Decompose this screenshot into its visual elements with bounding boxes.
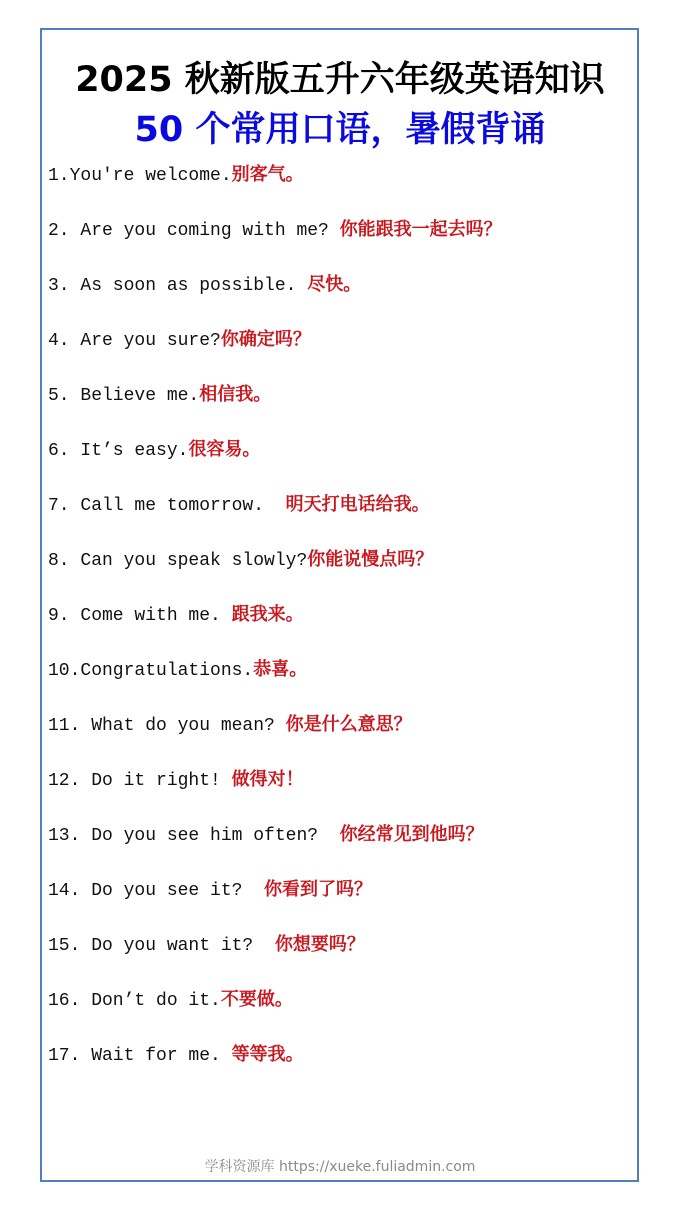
page-title: 2025 秋新版五升六年级英语知识 (75, 60, 605, 100)
phrase-list (48, 164, 636, 1099)
english-phrase: 6. It’s easy. (48, 441, 189, 461)
chinese-translation: 你是什么意思？ (285, 714, 412, 735)
list-item (48, 164, 636, 219)
list-item (48, 659, 636, 714)
list-item (48, 384, 636, 439)
english-phrase: 7. Call me tomorrow. (48, 496, 286, 516)
english-phrase: 3. As soon as possible. (48, 276, 308, 296)
english-phrase: 1.You're welcome. (48, 166, 232, 186)
list-item (48, 549, 636, 604)
list-item (48, 934, 636, 989)
list-item (48, 494, 636, 549)
list-item (48, 274, 636, 329)
chinese-translation: 恭喜。 (253, 659, 308, 680)
english-phrase: 17. Wait for me. (48, 1046, 232, 1066)
chinese-translation: 你能说慢点吗？ (307, 549, 434, 570)
list-item (48, 604, 636, 659)
page-subtitle: 50 个常用口语，暑假背诵 (134, 110, 546, 150)
chinese-translation: 跟我来。 (231, 604, 304, 625)
chinese-translation: 你看到了吗？ (264, 879, 373, 900)
english-phrase: 4. Are you sure? (48, 331, 221, 351)
list-item (48, 1044, 636, 1099)
english-phrase: 15. Do you want it? (48, 936, 275, 956)
english-phrase: 5. Believe me. (48, 386, 200, 406)
list-item (48, 439, 636, 494)
list-item (48, 824, 636, 879)
english-phrase: 14. Do you see it? (48, 881, 265, 901)
list-item (48, 989, 636, 1044)
chinese-translation: 做得对！ (231, 769, 304, 790)
chinese-translation: 很容易。 (188, 439, 261, 460)
english-phrase: 9. Come with me. (48, 606, 232, 626)
list-item (48, 714, 636, 769)
chinese-translation: 等等我。 (231, 1044, 304, 1065)
english-phrase: 13. Do you see him often? (48, 826, 340, 846)
chinese-translation: 尽快。 (307, 274, 362, 295)
list-item (48, 769, 636, 824)
english-phrase: 11. What do you mean? (48, 716, 286, 736)
english-phrase: 2. Are you coming with me? (48, 221, 340, 241)
chinese-translation: 别客气。 (231, 164, 304, 185)
chinese-translation: 你经常见到他吗？ (339, 824, 484, 845)
footer-watermark: 学科资源库 https://xueke.fuliadmin.com (204, 1159, 476, 1175)
chinese-translation: 不要做。 (220, 989, 293, 1010)
english-phrase: 8. Can you speak slowly? (48, 551, 308, 571)
english-phrase: 10.Congratulations. (48, 661, 254, 681)
english-phrase: 12. Do it right! (48, 771, 232, 791)
chinese-translation: 相信我。 (199, 384, 272, 405)
english-phrase: 16. Don’t do it. (48, 991, 221, 1011)
list-item (48, 219, 636, 274)
list-item (48, 879, 636, 934)
chinese-translation: 你能跟我一起去吗？ (339, 219, 502, 240)
list-item (48, 329, 636, 384)
chinese-translation: 你想要吗？ (274, 934, 365, 955)
chinese-translation: 明天打电话给我。 (285, 494, 430, 515)
chinese-translation: 你确定吗？ (220, 329, 311, 350)
